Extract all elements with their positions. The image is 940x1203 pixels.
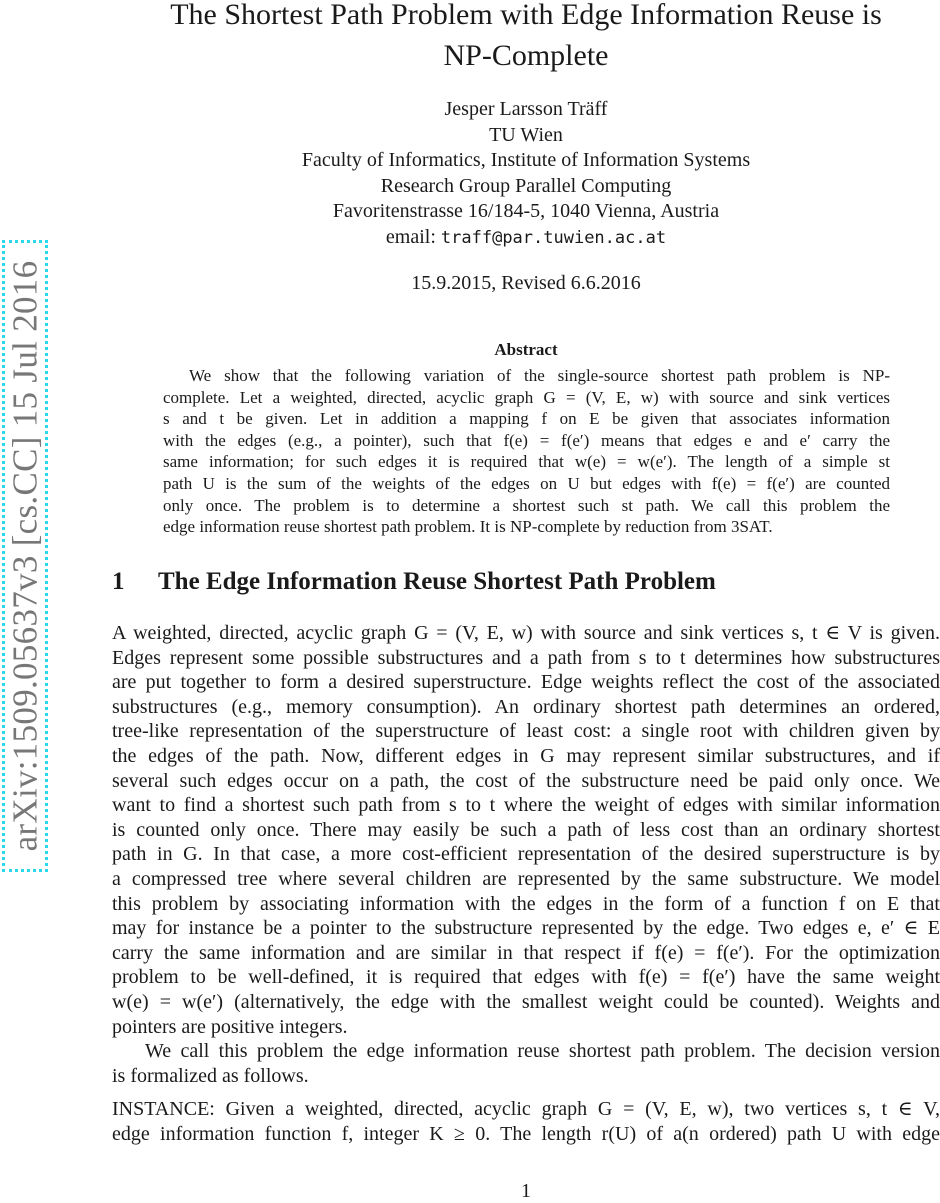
email-label: email: [385, 225, 436, 248]
body-line: A weighted, directed, acyclic graph G = (V, E, w) with source and sink vertices s, t ∈ V is given. [112, 622, 940, 644]
abstract-line: only once. The problem is to determine a shortest such st path. We call this problem the [163, 495, 890, 515]
body-line: problem to be well-defined, it is required that edges with f(e) = f(e′) have the same weight [112, 966, 940, 989]
abstract-line: same information; for such edges it is required that w(e) = w(e′). The length of a simple st [163, 452, 890, 472]
page-number: 1 [521, 1180, 531, 1202]
abstract-line: edge information reuse shortest path problem. It is NP-complete by reduction from 3SAT. [163, 517, 773, 537]
body-line: w(e) = w(e′) (alternatively, the edge with the smallest weight could be counted). Weights and [112, 990, 940, 1013]
body-line: may for instance be a pointer to the substructure represented by the edge. Two edges e, e′ ∈ E [112, 917, 940, 940]
body-line: We call this problem the edge information reuse shortest path problem. The decision version [145, 1040, 940, 1063]
body-line: tree-like representation of the superstructure of least cost: a single root with children given by [112, 720, 940, 743]
body-line: are put together to form a desired superstructure. Edge weights reflect the cost of the associated [112, 671, 940, 694]
body-line: Edges represent some possible substructures and a path from s to t determines how substructures [112, 646, 940, 669]
affiliation-line: Favoritenstrasse 16/184-5, 1040 Vienna, Austria [332, 200, 720, 223]
abstract-line: with the edges (e.g., a pointer), such that f(e) = f(e′) means that edges e and e′ carry the [163, 430, 890, 450]
paper-date: 15.9.2015, Revised 6.6.2016 [411, 272, 641, 294]
arxiv-stamp [2, 240, 48, 872]
affiliation-line: TU Wien [489, 123, 563, 146]
affiliation-line: Faculty of Informatics, Institute of Information Systems [301, 149, 751, 172]
abstract-body [163, 365, 890, 538]
body-line: path in G. In that case, a more cost-efficient representation of the desired superstructure is by [112, 843, 940, 866]
abstract-heading: Abstract [494, 340, 558, 359]
paper-title [112, 0, 940, 76]
body-line: a compressed tree where several children are represented by the same substructure. We model [112, 867, 940, 890]
section-number: 1 [112, 568, 125, 595]
abstract-line: complete. Let a weighted, directed, acyclic graph G = (V, E, w) with source and sink vertices [163, 387, 890, 407]
body-line: edge information function f, integer K ≥ 0. The length r(U) of a(n ordered) path U with edge [112, 1122, 940, 1145]
body-line: is counted only once. There may easily be such a path of less cost than an ordinary shortest [112, 818, 940, 841]
body-line: the edges of the path. Now, different edges in G may represent similar substructures, and if [112, 744, 940, 767]
body-line: pointers are positive integers. [112, 1015, 348, 1038]
section-title: The Edge Information Reuse Shortest Path Problem [158, 568, 716, 595]
arxiv-identifier: arXiv:1509.05637v3 [cs.CC] 15 Jul 2016 [5, 260, 45, 852]
title-line: The Shortest Path Problem with Edge Information Reuse is [170, 0, 882, 31]
section-body [112, 621, 940, 1146]
paragraph-gap [112, 1088, 940, 1097]
email-line [112, 225, 940, 252]
author-block [112, 97, 940, 252]
body-line: want to find a shortest such path from s to t where the weight of edges with similar information [112, 794, 940, 817]
affiliation-line: Research Group Parallel Computing [380, 174, 672, 197]
body-line: this problem by associating information with the edges in the form of a function f on E that [112, 892, 940, 915]
title-line: NP-Complete [443, 39, 609, 72]
body-line: INSTANCE: Given a weighted, directed, acyclic graph G = (V, E, w), two vertices s, t ∈ V, [112, 1098, 940, 1121]
body-line: is formalized as follows. [112, 1064, 309, 1087]
abstract-line: s and t be given. Let in addition a mapping f on E be given that associates information [163, 409, 890, 429]
body-line: carry the same information and are similar in that respect if f(e) = f(e′). For the optimization [112, 941, 940, 964]
email-address: traff@par.tuwien.ac.at [440, 227, 667, 248]
body-line: substructures (e.g., memory consumption). An ordinary shortest path determines an ordered, [112, 695, 940, 718]
section-heading [112, 568, 716, 596]
abstract-line: path U is the sum of the weights of the edges on U but edges with f(e) = f(e′) are counted [163, 473, 890, 493]
author-name: Jesper Larsson Träff [444, 98, 608, 120]
abstract-line: We show that the following variation of the single-source shortest path problem is NP- [189, 366, 890, 385]
body-line: several such edges occur on a path, the cost of the substructure need be paid only once. We [112, 769, 940, 792]
